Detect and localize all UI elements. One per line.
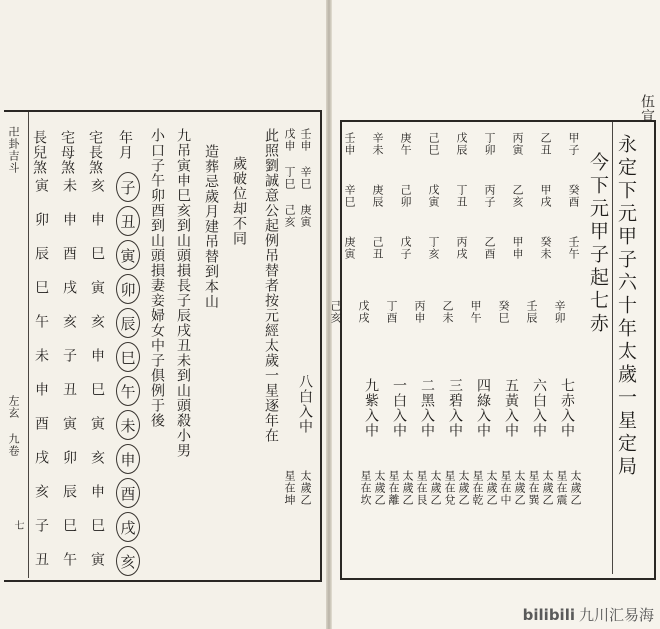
year-pair: 己巳: [427, 132, 440, 156]
table-cell: 午: [33, 314, 49, 329]
year-pair: 乙未: [441, 300, 454, 324]
year-pair: 甲戌: [539, 184, 552, 208]
table-cell: 卯: [33, 212, 49, 227]
star-note: 星在中: [499, 470, 512, 506]
year-pair: 丁卯: [483, 132, 496, 156]
table-cell: 寅: [116, 240, 140, 270]
table-cell: 巳: [116, 342, 140, 372]
text-column: 造葬忌歲月建吊替到本山: [203, 144, 219, 309]
table-cell: 酉: [33, 416, 49, 431]
left-margin-rule: [28, 112, 29, 578]
table-cell: 辰: [33, 246, 49, 261]
table-cell: 辰: [116, 308, 140, 338]
text-column: 九吊寅申巳亥到山頭損長子辰戌丑未到山頭殺小男: [175, 128, 191, 458]
table-cell: 亥: [89, 450, 105, 465]
table-title: 永定下元甲子六十年太歲一星定局: [615, 134, 637, 479]
star-note: 太歲乙: [401, 470, 414, 506]
year-pair: 丁酉: [385, 300, 398, 324]
star-note: 太歲乙: [457, 470, 470, 506]
year-pair: 丙戌: [455, 236, 468, 260]
table-cell: 寅: [33, 178, 49, 193]
table-cell: 申: [89, 212, 105, 227]
table-cell: 寅: [61, 416, 77, 431]
table-cell: 巳: [33, 280, 49, 295]
table-cell: 亥: [89, 178, 105, 193]
left-margin-top: 卍卦吉斗: [7, 126, 20, 174]
star-note: 星在震: [555, 470, 568, 506]
table-cell: 寅: [89, 552, 105, 567]
table-cell: 亥: [116, 546, 140, 576]
year-pair: 乙酉: [483, 236, 496, 260]
table-cell: 子: [61, 348, 77, 363]
right-title-rule: [612, 122, 613, 574]
table-cell: 巳: [89, 382, 105, 397]
left-margin-bottom: 左玄 九卷: [7, 395, 20, 457]
star-note: 星在坎: [359, 470, 372, 506]
table-cell: 申: [33, 382, 49, 397]
table-cell: 丑: [116, 206, 140, 236]
year-pair: 己卯: [399, 184, 412, 208]
text-column: 歲破位却不同: [231, 156, 247, 246]
table-cell: 酉: [116, 478, 140, 508]
table-cell: 卯: [116, 274, 140, 304]
table-cell: 丑: [33, 552, 49, 567]
table-cell: 寅: [89, 280, 105, 295]
table-header: 長兒煞: [31, 130, 47, 175]
star-note: 星在艮: [415, 470, 428, 506]
table-cell: 申: [89, 484, 105, 499]
star-in-center: 一白入中: [391, 378, 407, 438]
table-cell: 未: [61, 178, 77, 193]
year-pair: 壬午: [567, 236, 580, 260]
star-in-center: 七赤入中: [559, 378, 575, 438]
star-note: 星在兌: [443, 470, 456, 506]
year-pair: 丙申: [413, 300, 426, 324]
table-cell: 酉: [61, 246, 77, 261]
table-cell: 辰: [61, 484, 77, 499]
year-pair: 壬辰: [525, 300, 538, 324]
year-pair: 丙子: [483, 184, 496, 208]
text-column: 小口子午卯酉到山頭損妻妾婦女中子俱例于後: [149, 128, 165, 428]
table-header: 年月: [117, 130, 133, 160]
year-pair: 戊寅: [427, 184, 440, 208]
table-header: 宅母煞: [59, 130, 75, 175]
table-cell: 午: [116, 376, 140, 406]
table-cell: 寅: [89, 416, 105, 431]
year-pair: 己丑: [371, 236, 384, 260]
year-pair: 乙丑: [539, 132, 552, 156]
text-column: 太歲乙: [299, 470, 312, 506]
table-subtitle: 今下元甲子起七赤: [587, 152, 609, 336]
star-in-center: 五黃入中: [503, 378, 519, 438]
bilibili-logo: bilibili: [522, 606, 575, 624]
star-note: 太歲乙: [429, 470, 442, 506]
star-note: 太歲乙: [513, 470, 526, 506]
year-pair: 辛未: [371, 132, 384, 156]
year-pair: 丁丑: [455, 184, 468, 208]
star-note: 星在巽: [527, 470, 540, 506]
text-column: 此照劉誠意公起例吊替者按元經太歲一星逐年在: [263, 128, 279, 443]
table-cell: 未: [33, 348, 49, 363]
star-in-center: 六白入中: [531, 378, 547, 438]
year-pair: 癸未: [539, 236, 552, 260]
year-pair: 癸酉: [567, 184, 580, 208]
table-cell: 巳: [61, 518, 77, 533]
watermark: [523, 604, 654, 625]
page-number: 七: [12, 520, 23, 530]
star-in-center: 二黑入中: [419, 378, 435, 438]
text-column: 戊申 丁巳 己亥: [283, 128, 296, 228]
year-pair: 癸巳: [497, 300, 510, 324]
table-cell: 申: [89, 348, 105, 363]
right-margin-top: 伍宣: [639, 94, 655, 124]
text-column: 星在坤: [283, 470, 296, 506]
year-pair: 庚午: [399, 132, 412, 156]
year-pair: 庚辰: [371, 184, 384, 208]
star-in-center: 三碧入中: [447, 378, 463, 438]
year-pair: 甲子: [567, 132, 580, 156]
table-cell: 子: [116, 172, 140, 202]
table-cell: 午: [61, 552, 77, 567]
watermark-text: 九川汇易海: [578, 606, 654, 624]
table-header: 宅長煞: [87, 130, 103, 175]
table-cell: 巳: [89, 518, 105, 533]
table-cell: 卯: [61, 450, 77, 465]
year-pair: 戊辰: [455, 132, 468, 156]
star-note: 太歲乙: [373, 470, 386, 506]
year-pair: 庚寅: [343, 236, 356, 260]
year-pair: 戊子: [399, 236, 412, 260]
year-pair: 戊戌: [357, 300, 370, 324]
table-cell: 巳: [89, 246, 105, 261]
year-pair: 甲申: [511, 236, 524, 260]
table-cell: 戌: [116, 512, 140, 542]
table-cell: 子: [33, 518, 49, 533]
table-cell: 申: [61, 212, 77, 227]
star-note: 太歲乙: [541, 470, 554, 506]
year-pair: 辛卯: [553, 300, 566, 324]
year-pair: 己亥: [329, 300, 342, 324]
table-cell: 未: [116, 410, 140, 440]
table-cell: 戌: [33, 450, 49, 465]
year-pair: 丁亥: [427, 236, 440, 260]
table-cell: 戌: [61, 280, 77, 295]
star-note: 太歲乙: [569, 470, 582, 506]
year-pair: 壬申: [343, 132, 356, 156]
star-note: 星在乾: [471, 470, 484, 506]
star-in-center: 九紫入中: [363, 378, 379, 438]
table-cell: 亥: [33, 484, 49, 499]
star-note: 星在離: [387, 470, 400, 506]
star-note: 太歲乙: [485, 470, 498, 506]
table-cell: 丑: [61, 382, 77, 397]
table-cell: 亥: [89, 314, 105, 329]
text-column: 八白入中: [297, 374, 313, 434]
year-pair: 辛巳: [343, 184, 356, 208]
year-pair: 甲午: [469, 300, 482, 324]
year-pair: 乙亥: [511, 184, 524, 208]
table-cell: 亥: [61, 314, 77, 329]
table-cell: 申: [116, 444, 140, 474]
star-in-center: 四綠入中: [475, 378, 491, 438]
text-column: 壬申 辛巳 庚寅: [299, 128, 312, 228]
year-pair: 丙寅: [511, 132, 524, 156]
